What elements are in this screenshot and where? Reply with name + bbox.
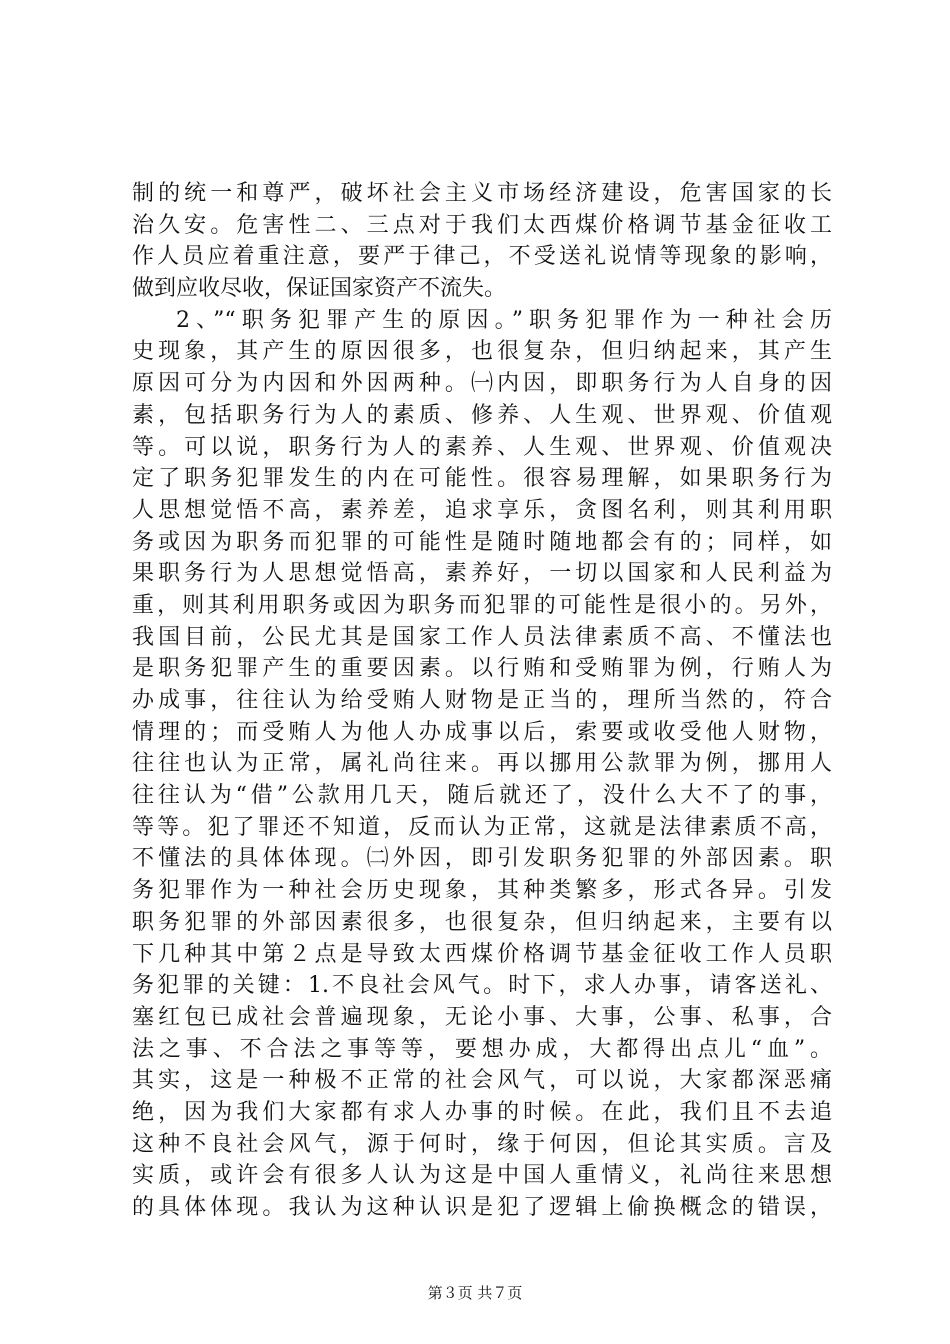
- text-line: 治久安。危害性二、三点对于我们太西煤价格调节基金征收工: [132, 212, 832, 238]
- text-line: 务或因为职务而犯罪的可能性是随时随地都会有的；同样，如: [132, 529, 832, 555]
- text-line: 做到应收尽收，保证国家资产不流失。: [132, 276, 507, 302]
- text-line: 往往认为“借”公款用几天，随后就还了，没什么大不了的事，: [132, 783, 832, 809]
- text-line: 往往也认为正常，属礼尚往来。再以挪用公款罪为例，挪用人: [132, 751, 832, 777]
- text-line: 不懂法的具体体现。㈡外因，即引发职务犯罪的外部因素。职: [132, 846, 832, 872]
- text-line: 法之事、不合法之事等等，要想办成，大都得出点儿“血”。: [132, 1036, 832, 1062]
- text-line: 我国目前，公民尤其是国家工作人员法律素质不高、不懂法也: [132, 624, 832, 650]
- text-line: 原因可分为内因和外因两种。㈠内因，即职务行为人自身的因: [132, 371, 832, 397]
- text-line: 素，包括职务行为人的素质、修养、人生观、世界观、价值观: [132, 402, 832, 428]
- page-number-label: 第３页 共７页: [427, 1284, 523, 1302]
- text-line: 办成事，往往认为给受贿人财物是正当的，理所当然的，符合: [132, 688, 832, 713]
- text-line: 是职务犯罪产生的重要因素。以行贿和受贿罪为例，行贿人为: [132, 656, 832, 682]
- text-line: 果职务行为人思想觉悟高，素养好，一切以国家和人民利益为: [132, 561, 832, 587]
- text-line: 史现象，其产生的原因很多，也很复杂，但归纳起来，其产生: [132, 339, 832, 365]
- text-line: 塞红包已成社会普遍现象，无论小事、大事，公事、私事，合: [132, 1004, 832, 1030]
- text-line: 等等。犯了罪还不知道，反而认为正常，这就是法律素质不高，: [132, 814, 832, 840]
- text-line: 实质，或许会有很多人认为这是中国人重情义，礼尚往来思想: [132, 1163, 832, 1189]
- text-line: 其实，这是一种极不正常的社会风气，可以说，大家都深恶痛: [132, 1068, 832, 1094]
- text-line: 制的统一和尊严，破坏社会主义市场经济建设，危害国家的长: [132, 181, 832, 206]
- text-line: 作人员应着重注意，要严于律己，不受送礼说情等现象的影响，: [132, 244, 832, 270]
- body-text: [132, 178, 832, 1224]
- text-line: 的具体体现。我认为这种认识是犯了逻辑上偷换概念的错误，: [132, 1195, 832, 1220]
- text-line: 职务犯罪的外部因素很多，也很复杂，但归纳起来，主要有以: [132, 909, 832, 935]
- text-line: 2、”“职务犯罪产生的原因。”职务犯罪作为一种社会历: [176, 307, 832, 333]
- text-line: 人思想觉悟不高，素养差，追求享乐，贪图名利，则其利用职: [132, 497, 832, 523]
- text-line: 等。可以说，职务行为人的素养、人生观、世界观、价值观决: [132, 434, 832, 460]
- text-line: 务犯罪的关键：1.不良社会风气。时下，求人办事，请客送礼、: [132, 973, 832, 999]
- text-line: 绝，因为我们大家都有求人办事的时候。在此，我们且不去追: [132, 1099, 832, 1125]
- page-footer: [0, 1283, 950, 1303]
- text-line: 定了职务犯罪发生的内在可能性。很容易理解，如果职务行为: [132, 466, 832, 492]
- text-line: 这种不良社会风气，源于何时，缘于何因，但论其实质。言及: [132, 1131, 832, 1157]
- text-line: 务犯罪作为一种社会历史现象，其种类繁多，形式各异。引发: [132, 878, 832, 904]
- text-line: 情理的；而受贿人为他人办成事以后，索要或收受他人财物，: [132, 719, 832, 745]
- text-line: 重，则其利用职务或因为职务而犯罪的可能性是很小的。另外，: [132, 592, 832, 618]
- text-line: 下几种其中第２点是导致太西煤价格调节基金征收工作人员职: [132, 941, 832, 967]
